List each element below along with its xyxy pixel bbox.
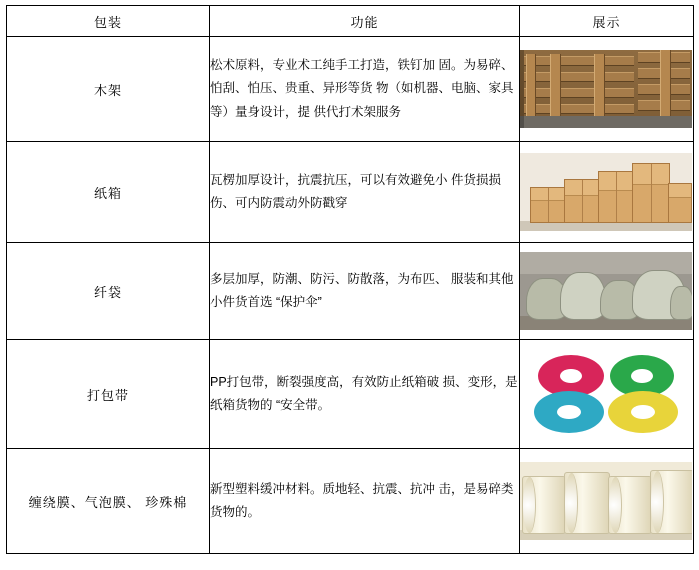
table-header — [7, 6, 694, 37]
column-header-display: 展示 — [520, 6, 694, 37]
table-row — [7, 243, 694, 340]
column-header-packaging: 包装 — [7, 6, 210, 37]
packaging-name-film-group: 缠绕膜、气泡膜、 珍殊棉 — [7, 449, 210, 554]
strapping-band-photo — [520, 351, 692, 437]
carton-box-photo — [520, 153, 692, 231]
packaging-function-woven-bag: 多层加厚，防潮、防污、防散落，为布匹、 服装和其他小件货首选 “保护伞” — [210, 243, 520, 340]
packaging-function-film-group: 新型塑料缓冲材料。质地轻、抗震、抗冲 击，是易碎类货物的。 — [210, 449, 520, 554]
packaging-image-cell-carton — [520, 142, 694, 243]
table-header-row — [7, 6, 694, 37]
table-row — [7, 340, 694, 449]
packaging-function-wooden-crate: 松术原料，专业术工纯手工打造，铁钉加 固。为易碎、怕刮、怕压、贵重、异形等货 物（如机器、电脑、家具等）量身设计，提 供代打术架服务 — [210, 37, 520, 142]
packaging-image-cell-woven-bag — [520, 243, 694, 340]
column-header-function: 功能 — [210, 6, 520, 37]
woven-bag-photo — [520, 252, 692, 330]
packaging-image-cell-strapping-band — [520, 340, 694, 449]
table-row — [7, 37, 694, 142]
table-body — [7, 37, 694, 554]
stretch-film-photo — [520, 462, 692, 540]
packaging-name-wooden-crate: 木架 — [7, 37, 210, 142]
packaging-image-cell-film-group — [520, 449, 694, 554]
packaging-image-cell-wooden-crate — [520, 37, 694, 142]
packaging-name-woven-bag: 纤袋 — [7, 243, 210, 340]
table-row — [7, 449, 694, 554]
packaging-name-carton: 纸箱 — [7, 142, 210, 243]
packaging-function-strapping-band: PP打包带，断裂强度高，有效防止纸箱破 损、变形，是纸箱货物的 “安全带。 — [210, 340, 520, 449]
packaging-table — [6, 5, 694, 554]
table-row — [7, 142, 694, 243]
packaging-name-strapping-band: 打包带 — [7, 340, 210, 449]
packaging-function-carton: 瓦楞加厚设计，抗震抗压，可以有效避免小 件货损损伤、可内防震动外防戳穿 — [210, 142, 520, 243]
wooden-crate-photo — [520, 50, 692, 128]
